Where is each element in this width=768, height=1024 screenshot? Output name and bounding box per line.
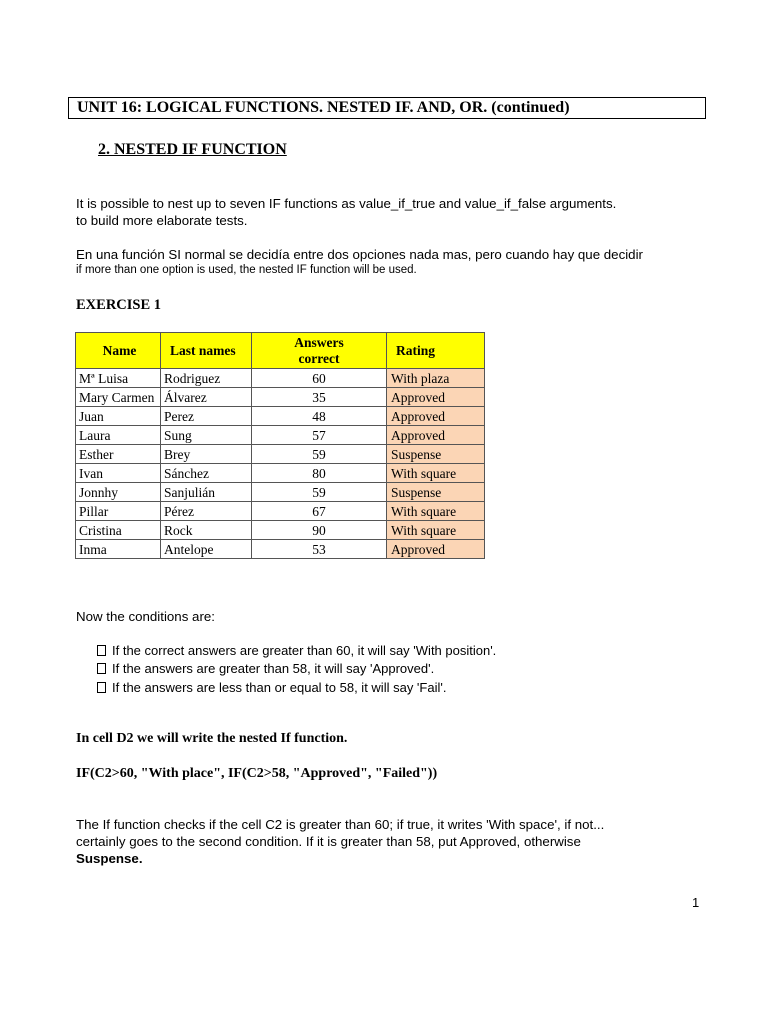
cell-answers: 59 [252,445,387,464]
explanation-line-3: Suspense. [76,851,143,866]
table-row [76,540,485,559]
intro-line-2: to build more elaborate tests. [76,213,248,228]
conditions-intro: Now the conditions are: [76,609,215,624]
cell-answers: 59 [252,483,387,502]
cell-rating: With square [387,464,485,483]
cell-rating: Approved [387,388,485,407]
table-row [76,521,485,540]
cell-rating: With square [387,502,485,521]
cell-rating: With square [387,521,485,540]
condition-text: If the correct answers are greater than 60, it will say 'With position'. [112,643,497,658]
cell-name: Jonnhy [76,483,161,502]
cell-last-name: Perez [161,407,252,426]
cell-last-name: Sanjulián [161,483,252,502]
header-answers-line1: Answers [294,334,344,350]
intro-line-1: It is possible to nest up to seven IF functions as value_if_true and value_if_false arguments. [76,196,617,211]
cell-name: Laura [76,426,161,445]
cell-answers: 60 [252,369,387,388]
cell-answers: 48 [252,407,387,426]
cell-answers: 57 [252,426,387,445]
explanation-line-1: The If function checks if the cell C2 is greater than 60; if true, it writes 'With space', if not... [76,817,605,832]
table-row [76,369,485,388]
header-answers-line2: correct [298,350,340,366]
cell-rating: Suspense [387,445,485,464]
cell-last-name: Sánchez [161,464,252,483]
intro-line-3: En una función SI normal se decidía entre dos opciones nada mas, pero cuando hay que decidir [76,247,643,262]
checkbox-bullet-icon [97,682,106,693]
header-name: Name [76,333,161,369]
cell-last-name: Brey [161,445,252,464]
condition-item [97,680,446,695]
cell-rating: Approved [387,426,485,445]
cell-answers: 35 [252,388,387,407]
section-heading: 2. NESTED IF FUNCTION [98,141,287,158]
cell-rating: With plaza [387,369,485,388]
cell-rating: Suspense [387,483,485,502]
table-header-row [76,333,485,369]
cell-name: Mary Carmen [76,388,161,407]
table-row [76,502,485,521]
cell-last-name: Rodriguez [161,369,252,388]
unit-title: UNIT 16: LOGICAL FUNCTIONS. NESTED IF. AND, OR. (continued) [77,99,570,116]
page-number: 1 [692,895,700,910]
table-row [76,445,485,464]
unit-title-box [68,97,706,119]
cell-last-name: Rock [161,521,252,540]
cell-note: In cell D2 we will write the nested If function. [76,731,348,746]
explanation-line-2: certainly goes to the second condition. If it is greater than 58, put Approved, otherwise [76,834,581,849]
cell-answers: 90 [252,521,387,540]
condition-text: If the answers are greater than 58, it will say 'Approved'. [112,661,435,676]
table-row [76,464,485,483]
table-row [76,407,485,426]
header-last-names: Last names [161,333,252,369]
table-row [76,388,485,407]
header-answers [252,333,387,369]
cell-last-name: Pérez [161,502,252,521]
intro-line-4: if more than one option is used, the nested IF function will be used. [76,264,417,276]
cell-last-name: Sung [161,426,252,445]
exercise-title: EXERCISE 1 [76,297,162,313]
cell-name: Juan [76,407,161,426]
cell-last-name: Álvarez [161,388,252,407]
condition-item [97,661,434,676]
condition-text: If the answers are less than or equal to 58, it will say 'Fail'. [112,680,447,695]
checkbox-bullet-icon [97,663,106,674]
cell-rating: Approved [387,540,485,559]
header-rating: Rating [387,333,485,369]
cell-name: Ivan [76,464,161,483]
table-row [76,483,485,502]
table-row [76,426,485,445]
cell-name: Pillar [76,502,161,521]
formula: IF(C2>60, "With place", IF(C2>58, "Approved", "Failed")) [76,766,438,781]
cell-answers: 80 [252,464,387,483]
cell-answers: 53 [252,540,387,559]
cell-rating: Approved [387,407,485,426]
checkbox-bullet-icon [97,645,106,656]
cell-answers: 67 [252,502,387,521]
grades-table [75,332,485,559]
cell-name: Cristina [76,521,161,540]
condition-item [97,643,496,658]
cell-name: Mª Luisa [76,369,161,388]
cell-name: Esther [76,445,161,464]
cell-name: Inma [76,540,161,559]
cell-last-name: Antelope [161,540,252,559]
